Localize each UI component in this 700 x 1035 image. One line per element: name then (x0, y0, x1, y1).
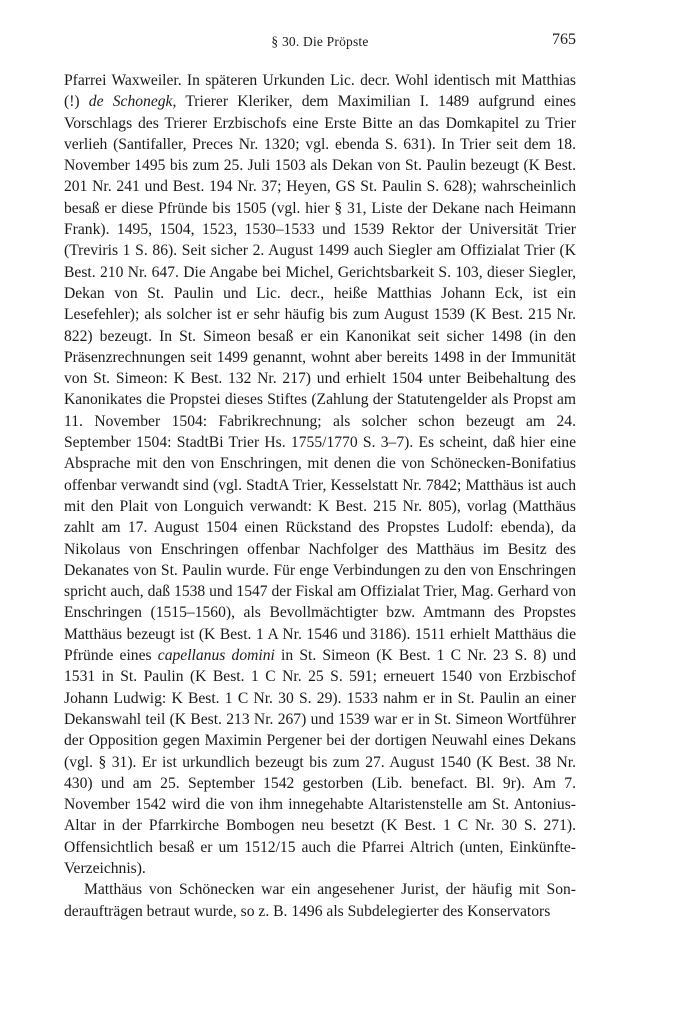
italic-term-capellanus-domini: capellanus domini (157, 647, 275, 665)
paragraph-1-text-a: Pfarrei Waxweiler. In späteren Urkunden Lic. decr. Wohl identisch mit Matthias (!) (64, 72, 576, 111)
paragraph-1-text-b: , Trierer Kleriker, dem Maximilian I. 1489 aufgrund eines Vorschlags des Trierer Erzbischofs eine Erste Bitte an das Domkapitel zu Trier verlieh (Santifaller, Preces Nr. 1320; vgl. ebenda S. 631). In Trier seit dem 18. November 1495 bis zum 25. Juli 1503 als Dekan von St. Paulin bezeugt (K Best. 201 Nr. 241 und Best. 194 Nr. 37; Heyen, GS St. Paulin S. 628); wahrscheinlich besaß er diese Pfründe bis 1505 (vgl. hier § 31, Liste der Dekane nach Heimann Frank). 1495, 1504, 1523, 1530–1533 und 1539 Rektor der Universität Trier (Treviris 1 S. 86). Seit sicher 2. August 1499 auch Siegler am Offizialat Trier (K Best. 210 Nr. 647. Die Angabe bei Michel, Gerichtsbarkeit S. 103, dieser Siegler, Dekan von St. Paulin und Lic. decr., heiße Matthias Johann Eck, ist ein Lesefehler); als solcher ist er sehr häufig bis zum August 1539 (K Best. 215 Nr. 822) bezeugt. In St. Simeon besaß er ein Kanonikat seit sicher 1498 (in den Präsenzrechnungen seit 1499 genannt, wohnt aber bereits 1498 in der Immunität von St. Simeon: K Best. 132 Nr. 217) und erhielt 1504 unter Beibehaltung des Kanonikates die Propstei dieses Stiftes (Zahlung der Statutengelder als Propst am 11. November 1504: Fabrikrechnung; als solcher schon bezeugt am 24. September 1504: StadtBi Trier Hs. 1755/1770 S. 3–7). Es scheint, daß hier eine Absprache mit den von Enschringen, mit denen die von Schönecken-Bonifatius offenbar verwandt sind (vgl. StadtA Trier, Kesselstatt Nr. 7842; Matthäus ist auch mit den Plait von Longuich verwandt: K Best. 215 Nr. 805), vorlag (Matthäus zahlt am 17. August 1504 einen Rückstand des Propstes Ludolf: ebenda), da Nikolaus von Enschringen offenbar Nachfolger des Matthäus im Besitz des Dekanates von St. Paulin wurde. Für enge Verbindungen zu den von Enschringen spricht auch, daß 1538 und 1547 der Fiskal am Offizialat Trier, Mag. Gerhard von Enschringen (1515–1560), als Bevollmächtigter bzw. Amtmann des Propstes Matthäus bezeugt ist (K Best. 1 A Nr. 1546 und 3186). 1511 erhielt Matthäus die Pfründe eines (64, 93, 576, 665)
paragraph-2-text: Matthäus von Schönecken war ein angesehener Jurist, der häufig mit Sonderaufträgen betraut wurde, so z. B. 1496 als Subdelegierter des Konservators (64, 881, 576, 920)
body-text (64, 70, 576, 922)
paragraph-2 (64, 879, 576, 922)
paragraph-1 (64, 70, 576, 879)
page-number: 765 (552, 31, 576, 48)
book-page (64, 30, 576, 922)
running-head (64, 30, 576, 54)
paragraph-1-text-c: in St. Simeon (K Best. 1 C Nr. 23 S. 8) und 1531 in St. Paulin (K Best. 1 C Nr. 25 S. 591; erneuert 1540 von Erzbischof Johann Ludwig: K Best. 1 C Nr. 30 S. 29). 1533 nahm er in St. Paulin an einer Dekanswahl teil (K Best. 213 Nr. 267) und 1539 war er in St. Simeon Wortführer der Opposition gegen Maximin Pergener bei der dortigen Neuwahl eines Dekans (vgl. § 31). Er ist urkundlich bezeugt bis zum 27. August 1540 (K Best. 38 Nr. 430) und am 25. September 1542 gestorben (Lib. benefact. Bl. 9r). Am 7. November 1542 wird die von ihm innegehabte Altaristenstelle am St. Antonius-Altar in der Pfarrkirche Bombogen neu besetzt (K Best. 1 C Nr. 30 S. 271). Offensichtlich besaß er um 1512/15 auch die Pfarrei Altrich (unten, Einkünfte-Verzeichnis). (64, 647, 576, 877)
running-title: § 30. Die Pröpste (271, 34, 369, 49)
italic-name-de-schonegk: de Schonegk (88, 93, 173, 111)
